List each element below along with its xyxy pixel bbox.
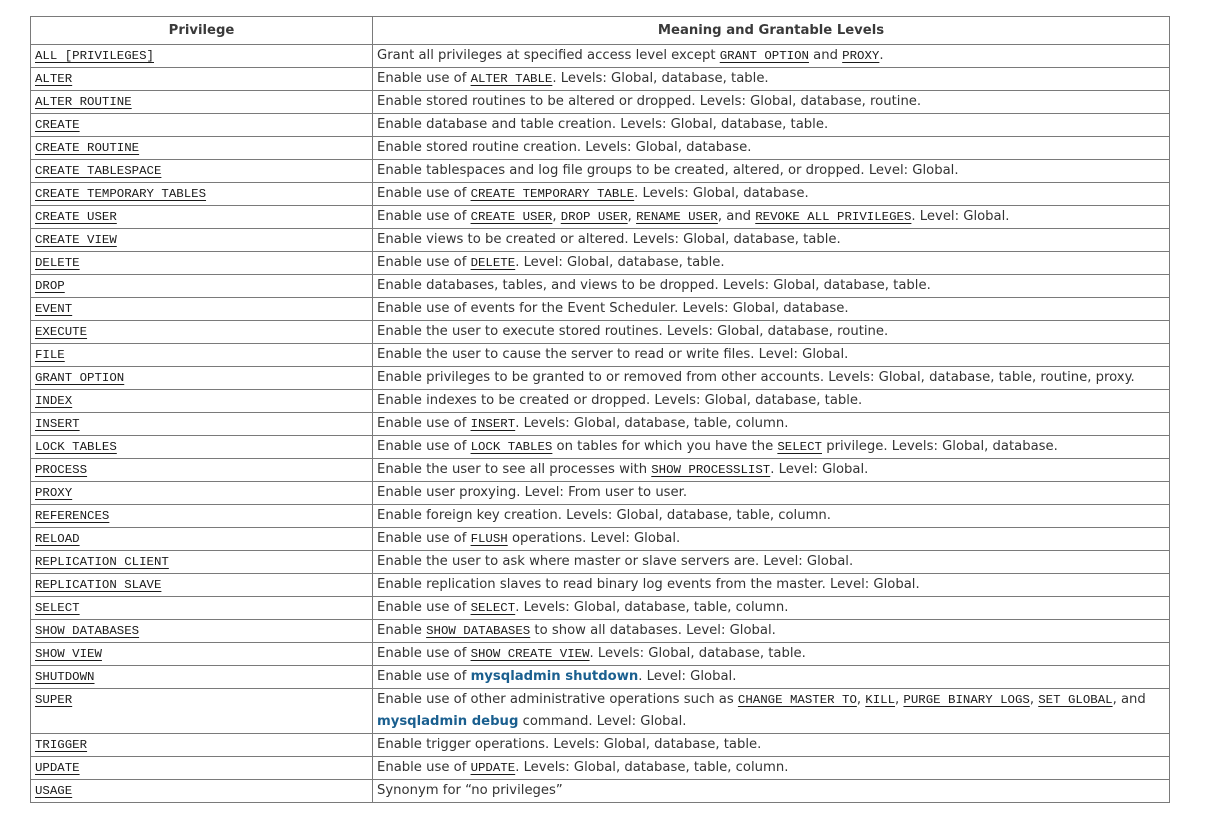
code-reference-link[interactable]: KILL: [865, 693, 896, 707]
meaning-text: Enable use of: [377, 531, 471, 546]
meaning-text: Enable replication slaves to read binary log events from the master. Level: Global.: [377, 577, 920, 592]
privilege-cell: [31, 482, 373, 505]
code-reference-link[interactable]: SET GLOBAL: [1038, 693, 1113, 707]
meaning-text: Enable stored routines to be altered or dropped. Levels: Global, database, routine.: [377, 94, 922, 109]
privilege-cell: [31, 45, 373, 68]
table-row: [31, 344, 1170, 367]
meaning-text: Enable use of other administrative operations such as: [377, 692, 738, 707]
privilege-name-link[interactable]: REPLICATION SLAVE: [35, 578, 162, 592]
meaning-text: . Levels: Global, database, table.: [552, 71, 769, 86]
meaning-cell: [373, 780, 1170, 803]
table-row: [31, 114, 1170, 137]
meaning-text: . Level: Global.: [638, 669, 737, 684]
meaning-text: Synonym for “no privileges”: [377, 783, 563, 798]
meaning-text: ,: [552, 209, 561, 224]
code-reference-link[interactable]: DELETE: [470, 256, 516, 270]
meaning-cell: [373, 114, 1170, 137]
code-reference-link[interactable]: UPDATE: [470, 761, 516, 775]
table-body: [31, 45, 1170, 803]
table-row: [31, 390, 1170, 413]
privilege-cell: [31, 528, 373, 551]
column-header-meaning: Meaning and Grantable Levels: [373, 17, 1170, 45]
privilege-cell: [31, 68, 373, 91]
privilege-name-link[interactable]: DROP: [35, 279, 65, 293]
meaning-text: Enable foreign key creation. Levels: Global, database, table, column.: [377, 508, 831, 523]
table-row: [31, 505, 1170, 528]
privilege-name-link[interactable]: DELETE: [35, 256, 80, 270]
privilege-name-link[interactable]: CREATE: [35, 118, 80, 132]
table-row: [31, 689, 1170, 734]
code-reference-link[interactable]: FLUSH: [470, 532, 508, 546]
privilege-cell: [31, 666, 373, 689]
meaning-cell: [373, 528, 1170, 551]
code-reference-link[interactable]: PROXY: [842, 49, 880, 63]
privilege-cell: [31, 183, 373, 206]
table-row: [31, 436, 1170, 459]
privilege-name-link[interactable]: RELOAD: [35, 532, 80, 546]
meaning-cell: [373, 252, 1170, 275]
meaning-text: Enable use of: [377, 416, 471, 431]
meaning-text: . Level: Global.: [911, 209, 1010, 224]
meaning-cell: [373, 734, 1170, 757]
table-row: [31, 275, 1170, 298]
privilege-cell: [31, 597, 373, 620]
code-reference-link[interactable]: CREATE USER: [470, 210, 553, 224]
privilege-cell: [31, 252, 373, 275]
meaning-cell: [373, 229, 1170, 252]
privilege-name-link[interactable]: CREATE TABLESPACE: [35, 164, 162, 178]
privilege-cell: [31, 757, 373, 780]
table-row: [31, 574, 1170, 597]
privilege-cell: [31, 206, 373, 229]
table-row: [31, 666, 1170, 689]
meaning-cell: [373, 390, 1170, 413]
privilege-cell: [31, 436, 373, 459]
table-row: [31, 91, 1170, 114]
meaning-cell: [373, 160, 1170, 183]
table-row: [31, 413, 1170, 436]
privilege-cell: [31, 344, 373, 367]
table-row: [31, 45, 1170, 68]
privilege-name-link[interactable]: EVENT: [35, 302, 73, 316]
meaning-text: Enable databases, tables, and views to be dropped. Levels: Global, database, table.: [377, 278, 931, 293]
command-link[interactable]: mysqladmin shutdown: [470, 669, 639, 684]
code-reference-link[interactable]: LOCK TABLES: [470, 440, 553, 454]
privilege-name-link[interactable]: GRANT OPTION: [35, 371, 125, 385]
table-row: [31, 68, 1170, 91]
meaning-cell: [373, 367, 1170, 390]
privilege-name-link[interactable]: INDEX: [35, 394, 73, 408]
table-row: [31, 206, 1170, 229]
table-row: [31, 482, 1170, 505]
privilege-cell: [31, 390, 373, 413]
meaning-text: . Levels: Global, database.: [634, 186, 809, 201]
code-reference-link[interactable]: SELECT: [470, 601, 516, 615]
table-row: [31, 597, 1170, 620]
privilege-cell: [31, 780, 373, 803]
table-row: [31, 757, 1170, 780]
meaning-text: Enable tablespaces and log file groups to be created, altered, or dropped. Level: Global.: [377, 163, 959, 178]
meaning-text: Enable the user to cause the server to read or write files. Level: Global.: [377, 347, 849, 362]
meaning-text: ,: [627, 209, 637, 224]
meaning-text: Enable the user to execute stored routines. Levels: Global, database, routine.: [377, 324, 889, 339]
privilege-name-link[interactable]: LOCK TABLES: [35, 440, 117, 454]
meaning-text: , and: [1112, 692, 1146, 707]
privileges-table: [30, 16, 1170, 803]
meaning-text: . Levels: Global, database, table.: [589, 646, 806, 661]
meaning-cell: [373, 206, 1170, 229]
meaning-text: Enable the user to ask where master or slave servers are. Level: Global.: [377, 554, 854, 569]
table-row: [31, 780, 1170, 803]
meaning-cell: [373, 275, 1170, 298]
meaning-cell: [373, 436, 1170, 459]
privilege-name-link[interactable]: CREATE USER: [35, 210, 117, 224]
meaning-text: privilege. Levels: Global, database.: [822, 439, 1058, 454]
privilege-name-link[interactable]: ALL [PRIVILEGES]: [35, 49, 154, 63]
meaning-cell: [373, 643, 1170, 666]
privilege-name-link[interactable]: SUPER: [35, 693, 73, 707]
meaning-text: Enable database and table creation. Levels: Global, database, table.: [377, 117, 829, 132]
privilege-cell: [31, 413, 373, 436]
table-row: [31, 183, 1170, 206]
privilege-name-link[interactable]: SHOW VIEW: [35, 647, 102, 661]
privilege-name-link[interactable]: REFERENCES: [35, 509, 110, 523]
privilege-name-link[interactable]: UPDATE: [35, 761, 80, 775]
meaning-text: command. Level: Global.: [518, 714, 687, 729]
privilege-cell: [31, 551, 373, 574]
privileges-table-container: [30, 16, 1169, 803]
meaning-text: ,: [856, 692, 866, 707]
meaning-text: .: [879, 48, 884, 63]
privilege-name-link[interactable]: PROCESS: [35, 463, 88, 477]
command-link[interactable]: mysqladmin debug: [377, 714, 519, 729]
privilege-name-link[interactable]: USAGE: [35, 784, 73, 798]
meaning-text: ,: [1029, 692, 1039, 707]
meaning-cell: [373, 757, 1170, 780]
privilege-name-link[interactable]: SELECT: [35, 601, 80, 615]
meaning-cell: [373, 597, 1170, 620]
table-row: [31, 298, 1170, 321]
privilege-name-link[interactable]: EXECUTE: [35, 325, 88, 339]
table-row: [31, 734, 1170, 757]
meaning-cell: [373, 68, 1170, 91]
meaning-text: Enable use of events for the Event Scheduler. Levels: Global, database.: [377, 301, 849, 316]
meaning-text: on tables for which you have the: [552, 439, 778, 454]
meaning-text: Enable privileges to be granted to or removed from other accounts. Levels: Global, database, table, routine, proxy.: [377, 370, 1135, 385]
privilege-name-link[interactable]: ALTER: [35, 72, 73, 86]
meaning-text: operations. Level: Global.: [507, 531, 681, 546]
privilege-cell: [31, 91, 373, 114]
privilege-cell: [31, 574, 373, 597]
meaning-text: . Level: Global, database, table.: [515, 255, 725, 270]
privilege-name-link[interactable]: PROXY: [35, 486, 73, 500]
code-reference-link[interactable]: SELECT: [777, 440, 822, 454]
meaning-cell: [373, 298, 1170, 321]
code-reference-link[interactable]: DROP USER: [560, 210, 628, 224]
meaning-cell: [373, 482, 1170, 505]
code-reference-link[interactable]: ALTER TABLE: [470, 72, 553, 86]
meaning-text: to show all databases. Level: Global.: [530, 623, 776, 638]
meaning-text: Enable use of: [377, 646, 471, 661]
meaning-text: . Levels: Global, database, table, column.: [515, 416, 789, 431]
meaning-text: Enable user proxying. Level: From user to user.: [377, 485, 688, 500]
meaning-cell: [373, 137, 1170, 160]
meaning-cell: [373, 689, 1170, 734]
meaning-text: Enable trigger operations. Levels: Global, database, table.: [377, 737, 762, 752]
privilege-name-link[interactable]: SHOW DATABASES: [35, 624, 140, 638]
column-header-privilege: Privilege: [31, 17, 373, 45]
privilege-cell: [31, 505, 373, 528]
meaning-text: Enable views to be created or altered. Levels: Global, database, table.: [377, 232, 841, 247]
meaning-text: ,: [895, 692, 904, 707]
code-reference-link[interactable]: CHANGE MASTER TO: [737, 693, 857, 707]
privilege-cell: [31, 275, 373, 298]
meaning-text: Enable use of: [377, 255, 471, 270]
privilege-cell: [31, 160, 373, 183]
meaning-text: Enable: [377, 623, 427, 638]
code-reference-link[interactable]: SHOW PROCESSLIST: [651, 463, 771, 477]
privilege-name-link[interactable]: FILE: [35, 348, 65, 362]
meaning-cell: [373, 91, 1170, 114]
code-reference-link[interactable]: RENAME USER: [636, 210, 718, 224]
meaning-cell: [373, 45, 1170, 68]
privilege-cell: [31, 620, 373, 643]
table-header: [31, 17, 1170, 45]
privilege-name-link[interactable]: INSERT: [35, 417, 80, 431]
meaning-text: Enable use of: [377, 209, 471, 224]
privilege-cell: [31, 137, 373, 160]
meaning-cell: [373, 666, 1170, 689]
meaning-text: Enable indexes to be created or dropped. Levels: Global, database, table.: [377, 393, 863, 408]
meaning-cell: [373, 551, 1170, 574]
privilege-cell: [31, 367, 373, 390]
meaning-text: Enable use of: [377, 186, 471, 201]
table-row: [31, 137, 1170, 160]
code-reference-link[interactable]: GRANT OPTION: [719, 49, 809, 63]
header-row: [31, 17, 1170, 45]
code-reference-link[interactable]: SHOW CREATE VIEW: [470, 647, 590, 661]
privilege-cell: [31, 459, 373, 482]
code-reference-link[interactable]: CREATE TEMPORARY TABLE: [470, 187, 635, 201]
privilege-cell: [31, 689, 373, 734]
privilege-name-link[interactable]: CREATE ROUTINE: [35, 141, 140, 155]
meaning-text: Grant all privileges at specified access level except: [377, 48, 720, 63]
code-reference-link[interactable]: INSERT: [470, 417, 516, 431]
meaning-cell: [373, 321, 1170, 344]
code-reference-link[interactable]: REVOKE ALL PRIVILEGES: [755, 210, 912, 224]
meaning-text: Enable use of: [377, 600, 471, 615]
privilege-cell: [31, 298, 373, 321]
privilege-name-link[interactable]: REPLICATION CLIENT: [35, 555, 169, 569]
meaning-text: Enable use of: [377, 760, 471, 775]
meaning-text: . Levels: Global, database, table, column.: [515, 600, 789, 615]
table-row: [31, 459, 1170, 482]
table-row: [31, 620, 1170, 643]
meaning-text: Enable use of: [377, 439, 471, 454]
code-reference-link[interactable]: PURGE BINARY LOGS: [903, 693, 1030, 707]
table-row: [31, 643, 1170, 666]
privilege-cell: [31, 643, 373, 666]
privilege-cell: [31, 734, 373, 757]
code-reference-link[interactable]: SHOW DATABASES: [426, 624, 531, 638]
meaning-cell: [373, 413, 1170, 436]
meaning-cell: [373, 183, 1170, 206]
meaning-cell: [373, 574, 1170, 597]
meaning-cell: [373, 459, 1170, 482]
privilege-name-link[interactable]: ALTER ROUTINE: [35, 95, 132, 109]
privilege-name-link[interactable]: CREATE VIEW: [35, 233, 117, 247]
meaning-text: . Level: Global.: [770, 462, 869, 477]
privilege-cell: [31, 229, 373, 252]
table-row: [31, 229, 1170, 252]
meaning-text: and: [808, 48, 843, 63]
privilege-name-link[interactable]: CREATE TEMPORARY TABLES: [35, 187, 207, 201]
table-row: [31, 321, 1170, 344]
meaning-cell: [373, 505, 1170, 528]
meaning-cell: [373, 620, 1170, 643]
privilege-name-link[interactable]: TRIGGER: [35, 738, 88, 752]
table-row: [31, 160, 1170, 183]
meaning-text: Enable use of: [377, 71, 471, 86]
meaning-text: Enable the user to see all processes with: [377, 462, 652, 477]
table-row: [31, 252, 1170, 275]
table-row: [31, 367, 1170, 390]
meaning-text: Enable use of: [377, 669, 471, 684]
privilege-name-link[interactable]: SHUTDOWN: [35, 670, 95, 684]
meaning-text: Enable stored routine creation. Levels: Global, database.: [377, 140, 752, 155]
meaning-text: . Levels: Global, database, table, column.: [515, 760, 789, 775]
table-row: [31, 528, 1170, 551]
privilege-cell: [31, 114, 373, 137]
meaning-text: , and: [717, 209, 756, 224]
privilege-cell: [31, 321, 373, 344]
table-row: [31, 551, 1170, 574]
meaning-cell: [373, 344, 1170, 367]
